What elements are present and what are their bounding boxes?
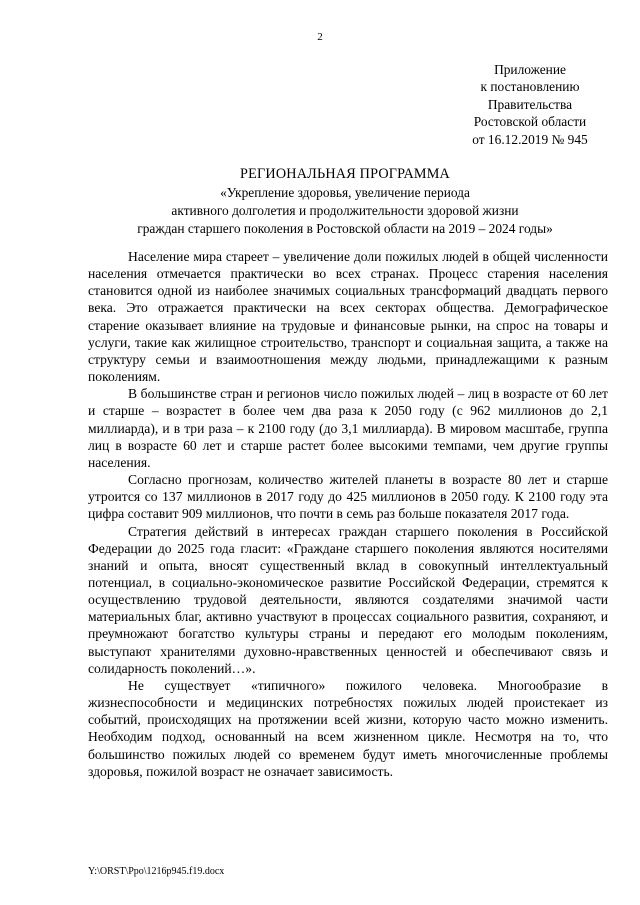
page-number: 2 xyxy=(317,31,323,43)
appendix-line: к постановлению xyxy=(480,79,580,95)
program-subtitle-line: «Укрепление здоровья, увеличение периода xyxy=(220,185,470,200)
footer-file-path: Y:\ORST\Ppo\1216p945.f19.docx xyxy=(88,866,225,877)
program-title-block xyxy=(80,165,610,238)
appendix-line: Приложение xyxy=(494,62,566,77)
paragraph: Население мира стареет – увеличение доли пожилых людей в общей численности населения отмечается практически во всех странах. Процесс старения населения становится одной из наиболее значимых социальных трансформаций двадцать первого века. Это отражается практически на всех секторах общества. Демографическое старение оказывает влияние на трудовые и финансовые рынки, на спрос на товары и услуги, такие как жилищное строительство, транспорт и социальная защита, а также на структуру семьи и взаимоотношения между людьми, принадлежащими к разным поколениям. xyxy=(88,249,608,385)
paragraph: Стратегия действий в интересах граждан старшего поколения в Российской Федерации до 2025 года гласит: «Граждане старшего поколения являются носителями знаний и опыта, вносят существенный вклад в совокупный интеллектуальный потенциал, в социально-экономическое развитие Российской Федерации, стремятся к осуществлению трудовой деятельности, являются создателями значимой части материальных благ, активно участвуют в процессах социального развития, сохраняют, и преумножают богатство культуры страны и передают его молодым поколениям, выступают хранителями духовно-нравственных ценностей и обеспечивают связь и солидарность поколений…». xyxy=(88,523,608,676)
appendix-line: Ростовской области xyxy=(473,114,587,130)
program-subtitle-line: граждан старшего поколения в Ростовской области на 2019 – 2024 годы» xyxy=(137,221,553,236)
appendix-block xyxy=(445,61,615,148)
paragraph: Согласно прогнозам, количество жителей планеты в возрасте 80 лет и старше утроится со 137 миллионов в 2017 году до 425 миллионов в 2050 году. К 2100 году эта цифра составит 909 миллионов, что почти в семь раз больше показателя 2017 года. xyxy=(88,472,608,522)
program-title: РЕГИОНАЛЬНАЯ ПРОГРАММА xyxy=(240,166,450,182)
appendix-line: Правительства xyxy=(487,96,573,112)
paragraph: В большинстве стран и регионов число пожилых людей – лиц в возрасте от 60 лет и старше – возрастет в более чем два раза к 2050 году (с 962 миллионов до 2,1 миллиарда), и в три раза – к 2100 году (до 3,1 миллиарда). В мировом масштабе, группа лиц в возрасте 60 лет и старше растет более высокими темпами, чем другие группы населения. xyxy=(88,386,608,470)
appendix-line: от 16.12.2019 № 945 xyxy=(472,131,588,147)
program-subtitle-line: активного долголетия и продолжительности здоровой жизни xyxy=(171,203,519,218)
paragraph: Не существует «типичного» пожилого человека. Многообразие в жизнеспособности и медицинских потребностях пожилых людей проистекает из событий, происходящих на протяжении всей жизни, которую часто можно изменить. Необходим подход, основанный на всем жизненном цикле. Несмотря на то, что большинство пожилых людей со временем будут иметь многочисленные проблемы здоровья, пожилой возраст не означает зависимость. xyxy=(88,677,608,779)
body-text xyxy=(88,248,608,780)
